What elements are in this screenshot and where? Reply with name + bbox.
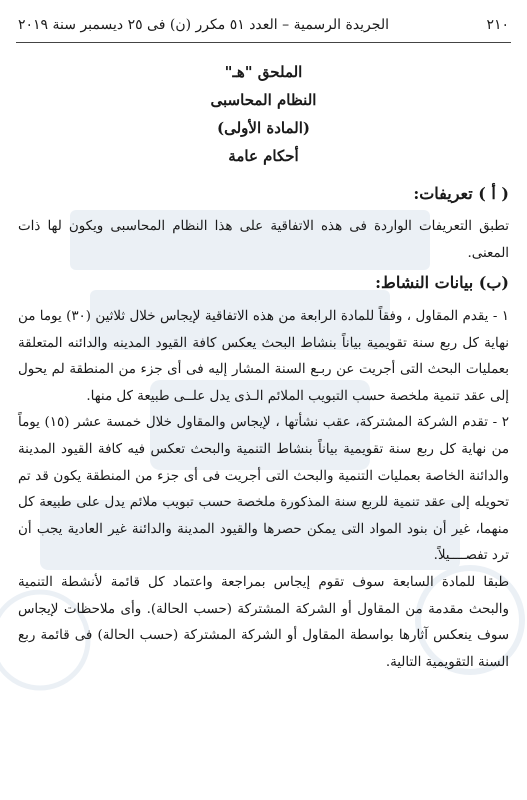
publication-line: الجريدة الرسمية – العدد ٥١ مكرر (ن) فى ٢٥ ديسمبر سنة ٢٠١٩ [18, 17, 389, 33]
activity-data-body [18, 304, 509, 676]
header-divider [16, 42, 511, 43]
activity-data-heading: (ب) بيانات النشاط: [375, 273, 509, 292]
page-number: ٢١٠ [486, 17, 509, 33]
definitions-text-block [18, 214, 509, 267]
system-title: النظام المحاسبى [210, 91, 317, 109]
title-block [0, 58, 527, 170]
activity-item-1: ١ - يقدم المقاول ، وفقاً للمادة الرابعة من هذه الاتفاقية لإيجاس خلال ثلاثين (٣٠) يوما من نهاية كل ربع سنة تقويمية بياناً بنشاط البحث يعكس كافة القيود المدينه والدائنه المتعلقة بعمليات البحث التى أجريت عن ربـع السنة المشار إليه فى أى جزء من المنطقة لم يحول إلى عقد تنمية ملخصة حسب التبويب الملائم الـذى يدل علــى طبيعة كل منها. [18, 309, 509, 404]
definitions-heading: ( أ ) تعريفات: [413, 184, 509, 203]
general-provisions-title: أحكام عامة [228, 147, 299, 165]
running-header [18, 14, 509, 36]
article-title: (المادة الأولى) [217, 119, 310, 137]
annex-title: الملحق "هـ" [224, 63, 303, 81]
activity-item-2: ٢ - تقدم الشركة المشتركة، عقب نشأتها ، لإيجاس والمقاول خلال خمسة عشر (١٥) يوماً من نهاية كل ربع سنة تقويمية بياناً بنشاط التنمية والبحث تعكس فيه كافة القيود المدينة والدائنة الخاصة بعمليات التنمية والبحث التى أجريت فى أى جزء من المنطقة يكون قد تم تحويله إلى عقد تنمية للربع سنة المذكورة ملخصة حسب تبويب ملائم يدل على طبيعة كل منهما، غير أن بنود المواد التى يمكن حصرها والقيود المدينة والدائنة غير العادية يجب أن ترد تفصــــيلاً. [18, 415, 509, 564]
review-paragraph: طبقا للمادة السابعة سوف تقوم إيجاس بمراجعة واعتماد كل قائمة لأنشطة التنمية والبحث مقدمة من المقاول أو الشركة المشتركة (حسب الحالة). وأى ملاحظات لإيجاس سوف ينعكس آثارها بواسطة المقاول أو الشركة المشتركة (حسب الحالة) فى قائمة ربع السنة التقويمية التالية. [18, 574, 509, 670]
definitions-text: تطبق التعريفات الواردة فى هذه الاتفاقية على هذا النظام المحاسبى ويكون لها ذات المعنى. [18, 219, 509, 261]
